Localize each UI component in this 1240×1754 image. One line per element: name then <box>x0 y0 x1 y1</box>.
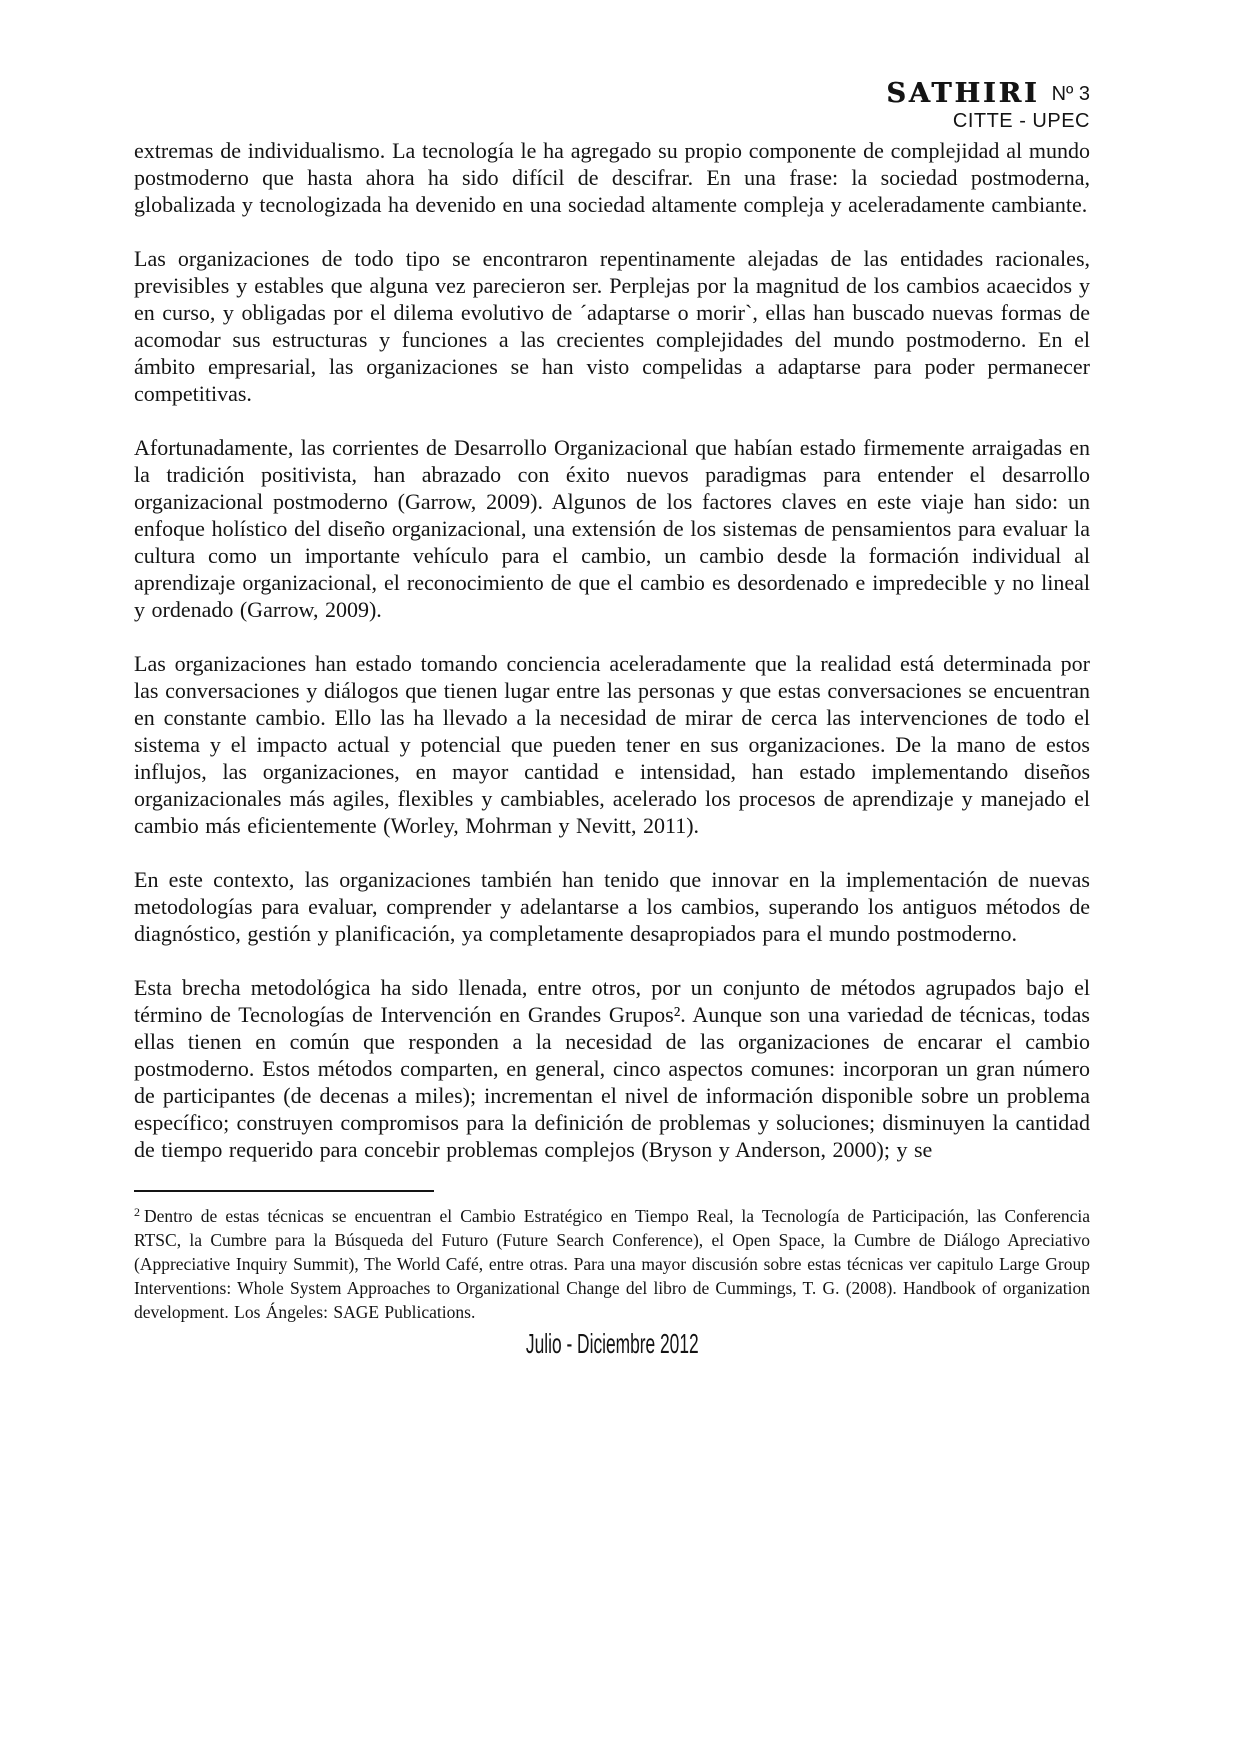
body-paragraph: En este contexto, las organizaciones también han tenido que innovar en la implementación de nuevas metodologías para evaluar, comprender y adelantarse a los cambios, superando los antiguos métodos de diagnóstico, gestión y planificación, ya completamente desapropiados para el mundo postmoderno. <box>134 867 1090 946</box>
body-paragraph: Esta brecha metodológica ha sido llenada, entre otros, por un conjunto de métodos agrupados bajo el término de Tecnologías de Intervención en Grandes Grupos². Aunque son una variedad de técnicas, todas ellas tienen en común que responden a la necesidad de las organizaciones de encarar el cambio postmoderno. Estos métodos comparten, en general, cinco aspectos comunes: incorporan un gran número de participantes (de decenas a miles); incrementan el nivel de información disponible sobre un problema específico; construyen compromisos para la definición de problemas y soluciones; disminuyen la cantidad de tiempo requerido para concebir problemas complejos (Bryson y Anderson, 2000); y se <box>134 975 1090 1162</box>
article-body <box>134 137 1090 1163</box>
journal-title: SATHIRI <box>886 78 1040 109</box>
page-header <box>134 78 1090 133</box>
issue-number: Nº 3 <box>1051 83 1090 105</box>
body-paragraph: Afortunadamente, las corrientes de Desarrollo Organizacional que habían estado firmemente arraigadas en la tradición positivista, han abrazado con éxito nuevos paradigmas para entender el desarrollo organizacional postmoderno (Garrow, 2009). Algunos de los factores claves en este viaje han sido: un enfoque holístico del diseño organizacional, una extensión de los sistemas de pensamientos para evaluar la cultura como un importante vehículo para el cambio, un cambio desde la formación individual al aprendizaje organizacional, el reconocimiento de que el cambio es desordenado e impredecible y no lineal y ordenado (Garrow, 2009). <box>134 435 1090 622</box>
footnote <box>134 1204 1090 1324</box>
body-paragraph: Las organizaciones de todo tipo se encontraron repentinamente alejadas de las entidades racionales, previsibles y estables que alguna vez parecieron ser. Perplejas por la magnitud de los cambios acaecidos y en curso, y obligadas por el dilema evolutivo de ´adaptarse o morir`, ellas han buscado nuevas formas de acomodar sus estructuras y funciones a las crecientes complejidades del mundo postmoderno. En el ámbito empresarial, las organizaciones se han visto compelidas a adaptarse para poder permanecer competitivas. <box>134 246 1090 406</box>
body-paragraph: Las organizaciones han estado tomando conciencia aceleradamente que la realidad está determinada por las conversaciones y diálogos que tienen lugar entre las personas y que estas conversaciones se encuentran en constante cambio. Ello las ha llevado a la necesidad de mirar de cerca las intervenciones de todo el sistema y el impacto actual y potencial que pueden tener en sus organizaciones. De la mano de estos influjos, las organizaciones, en mayor cantidad e intensidad, han estado implementando diseños organizacionales más agiles, flexibles y cambiables, acelerado los procesos de aprendizaje y manejado el cambio más eficientemente (Worley, Mohrman y Nevitt, 2011). <box>134 651 1090 838</box>
institution-name: CITTE - UPEC <box>952 110 1090 132</box>
footnote-divider <box>134 1190 434 1192</box>
footnote-section <box>134 1190 1090 1324</box>
page-footer <box>134 1328 1090 1360</box>
journal-header-line <box>134 78 1090 109</box>
footnote-marker: 2 <box>134 1205 140 1219</box>
body-paragraph: extremas de individualismo. La tecnología le ha agregado su propio componente de complejidad al mundo postmoderno que hasta ahora ha sido difícil de descifrar. En una frase: la sociedad postmoderna, globalizada y tecnologizada ha devenido en una sociedad altamente compleja y aceleradamente cambiante. <box>134 138 1090 217</box>
footnote-text: Dentro de estas técnicas se encuentran el Cambio Estratégico en Tiempo Real, la Tecnología de Participación, las Conferencia RTSC, la Cumbre para la Búsqueda del Futuro (Future Search Conference), el Open Space, la Cumbre de Diálogo Apreciativo (Appreciative Inquiry Summit), The World Café, entre otras. Para una mayor discusión sobre estas técnicas ver capitulo Large Group Interventions: Whole System Approaches to Organizational Change del libro de Cummings, T. G. (2008). Handbook of organization development. Los Ángeles: SAGE Publications. <box>134 1206 1090 1322</box>
issue-date-range: Julio - Diciembre 2012 <box>525 1328 699 1359</box>
